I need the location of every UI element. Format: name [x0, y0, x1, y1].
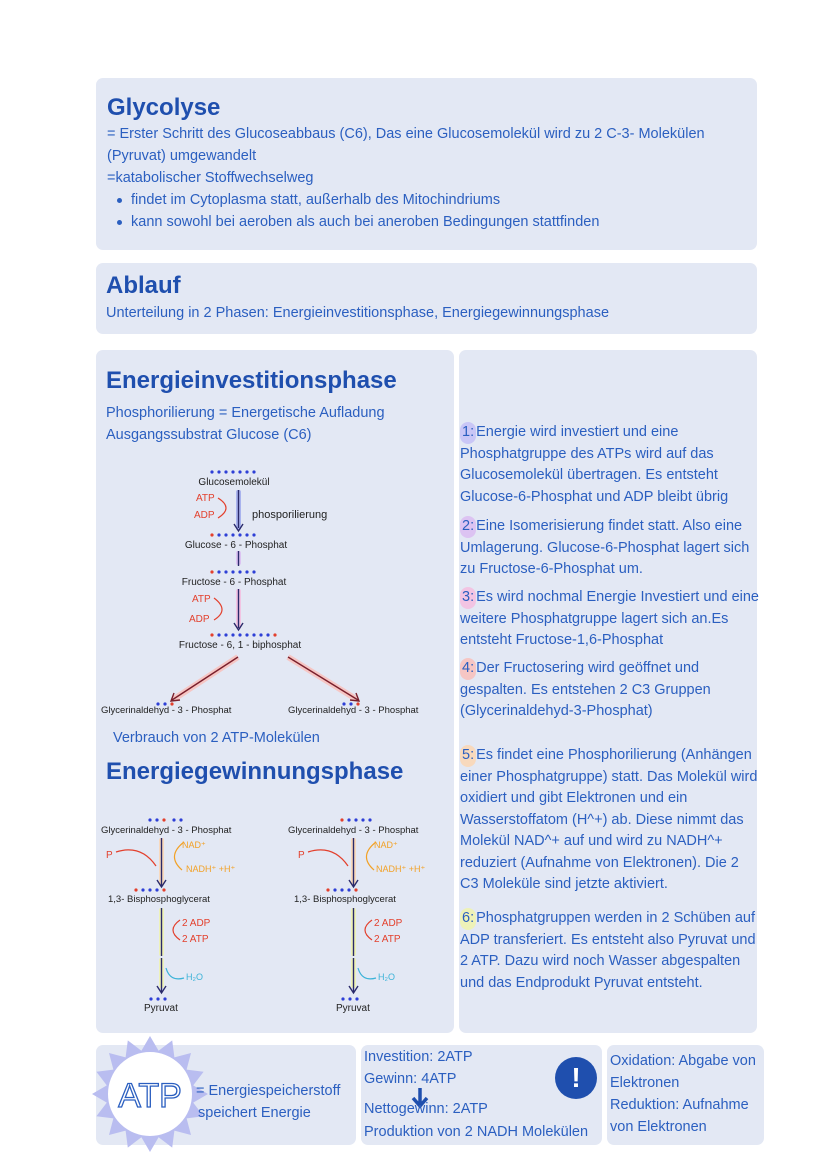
g3p-label-payoff-left: Glycerinaldehyd - 3 - Phosphat: [101, 825, 232, 836]
nadh-produktion: Produktion von 2 NADH Molekülen: [364, 1124, 589, 1140]
reduktion-text: Reduktion: Aufnahme von Elektronen: [610, 1097, 749, 1135]
split-arrow-right: [288, 657, 358, 700]
step-number: 1:: [460, 422, 476, 444]
nadh-label-left: NADH⁺ +H⁺: [186, 864, 236, 874]
step-number: 2:: [460, 516, 476, 538]
f6p-label: Fructose - 6 - Phosphat: [181, 577, 287, 588]
step-6: [460, 908, 760, 994]
atp-desc-2: speichert Energie: [198, 1105, 311, 1121]
nad-label-left: NAD⁺: [182, 840, 206, 850]
atp-starburst-icon: [90, 1034, 210, 1154]
list-item: kann sowohl bei aeroben als auch bei aneroben Bedingungen stattfinden: [107, 211, 599, 233]
step-text: Es wird nochmal Energie Investiert und eine weitere Phosphatgruppe lagert sich an.Es entsteht Fructose-1,6-Phosphat: [460, 589, 759, 648]
step-5: [460, 745, 760, 896]
glucose-label: Glucosemolekül: [198, 477, 270, 488]
nad-label-right: NAD⁺: [374, 840, 398, 850]
payoff-column-left: [101, 818, 236, 1014]
investment-diagram: [96, 460, 454, 720]
step-number: 3:: [460, 587, 476, 609]
investition-line-1: Phosphorilierung = Energetische Aufladung: [106, 405, 385, 421]
f16bp-label: Fructose - 6, 1 - biphosphat: [178, 640, 302, 651]
bpg-label-left: 1,3- Bisphosphoglycerat: [108, 894, 210, 905]
ablauf-section: [96, 263, 757, 334]
adp-label-2: ADP: [189, 614, 210, 625]
oxidation-text: Oxidation: Abgabe von Elektronen: [610, 1053, 756, 1091]
step-number: 4:: [460, 658, 476, 680]
glycolyse-bullets: [107, 189, 599, 233]
glycolyse-definition-1: = Erster Schritt des Glucoseabbaus (C6), Das eine Glucosemolekül wird zu 2 C-3- Molekülen: [107, 126, 705, 142]
f16bp-dots: [210, 633, 276, 636]
atp-label-payoff-right: 2 ATP: [374, 934, 401, 945]
adp-label: ADP: [194, 510, 215, 521]
atp-label-2: ATP: [192, 594, 211, 605]
atp-curve-arrow-2: [214, 598, 222, 620]
payoff-column-right: [288, 818, 426, 1014]
glycolyse-definition-2: (Pyruvat) umgewandelt: [107, 148, 257, 164]
step-2: [460, 516, 760, 581]
step-1: [460, 422, 760, 508]
step-4: [460, 658, 760, 723]
step-number: 6:: [460, 908, 476, 930]
atp-curve-arrow: [218, 498, 226, 518]
step-text: Der Fructosering wird geöffnet und gespalten. Es entstehen 2 C3 Gruppen (Glycerinaldehyd-3-Phosphat): [460, 660, 711, 719]
exclamation-icon: !: [555, 1057, 597, 1099]
step-3: [460, 587, 760, 652]
list-item: findet im Cytoplasma statt, außerhalb des Mitochindriums: [107, 189, 599, 211]
g6p-dots: [210, 533, 255, 536]
step-text: Eine Isomerisierung findet statt. Also eine Umlagerung. Glucose-6-Phosphat lagert sich zu Fructose-6-Phosphat um.: [460, 518, 750, 577]
gewinnung-title: Energiegewinnungsphase: [106, 758, 404, 785]
step-number: 5:: [460, 745, 476, 767]
g3p-label-left: Glycerinaldehyd - 3 - Phosphat: [101, 705, 232, 716]
p-label-left: P: [106, 850, 113, 861]
p-label-right: P: [298, 850, 305, 861]
split-arrow-left: [172, 657, 238, 700]
h2o-label-left: H₂O: [186, 972, 203, 982]
glucose-dots: [210, 470, 255, 473]
nadh-label-right: NADH⁺ +H⁺: [376, 864, 426, 874]
g3p-label-payoff-right: Glycerinaldehyd - 3 - Phosphat: [288, 825, 419, 836]
verbrauch-text: Verbrauch von 2 ATP-Molekülen: [113, 730, 320, 746]
ablauf-title: Ablauf: [106, 272, 181, 299]
pyruvat-label-right: Pyruvat: [336, 1003, 370, 1014]
step-text: Phosphatgruppen werden in 2 Schüben auf ADP transferiert. Es entsteht also Pyruvat und 2 ATP. Dazu wird noch Wasser abgespalten und das Endprodukt Pyruvat entsteht.: [460, 910, 756, 991]
atp-label: ATP: [196, 493, 215, 504]
g6p-label: Glucose - 6 - Phosphat: [184, 540, 288, 551]
investition-line-2: Ausgangssubstrat Glucose (C6): [106, 427, 312, 443]
adp-label-payoff-right: 2 ADP: [374, 918, 403, 929]
glycolyse-section: [96, 78, 757, 250]
nettogewinn-atp: Nettogewinn: 2ATP: [364, 1101, 488, 1117]
investition-atp: Investition: 2ATP: [364, 1049, 473, 1065]
phosphorylation-label: phosporilierung: [252, 509, 328, 521]
payoff-diagram: [96, 810, 454, 1020]
phases-panel: [96, 350, 454, 1033]
adp-label-payoff-left: 2 ADP: [182, 918, 211, 929]
atp-label-payoff-left: 2 ATP: [182, 934, 209, 945]
atp-desc-1: = Energiespeicherstoff: [196, 1083, 341, 1099]
glycolyse-title: Glycolyse: [107, 94, 221, 121]
step-text: Energie wird investiert und eine Phosphatgruppe des ATPs wird auf das Glucosemolekül übertragen. Es entsteht Glucose-6-Phosphat und ADP bleibt übrig: [460, 424, 729, 505]
h2o-label-right: H₂O: [378, 972, 395, 982]
glycolyse-definition-3: =katabolischer Stoffwechselweg: [107, 170, 314, 186]
investition-title: Energieinvestitionsphase: [106, 367, 397, 394]
pyruvat-label-left: Pyruvat: [144, 1003, 178, 1014]
ablauf-text: Unterteilung in 2 Phasen: Energieinvestitionsphase, Energiegewinnungsphase: [106, 305, 610, 321]
g3p-label-right: Glycerinaldehyd - 3 - Phosphat: [288, 705, 419, 716]
gewinn-atp: Gewinn: 4ATP: [364, 1071, 457, 1087]
f6p-dots: [210, 570, 255, 573]
step-text: Es findet eine Phosphorilierung (Anhängen einer Phosphatgruppe) statt. Das Molekül wird oxidiert und gibt Elektronen und ein Wasserstoffatom (H^+) ab. Diese nimmt das Molekül NAD^+ auf und wird zu NADH^+ reduziert (Aufnahme von Elektronen). Die 2 C3 Moleküle sind jetzte aktiviert.: [460, 747, 758, 892]
bpg-label-right: 1,3- Bisphosphoglycerat: [294, 894, 396, 905]
atp-icon-label: ATP: [118, 1077, 182, 1115]
